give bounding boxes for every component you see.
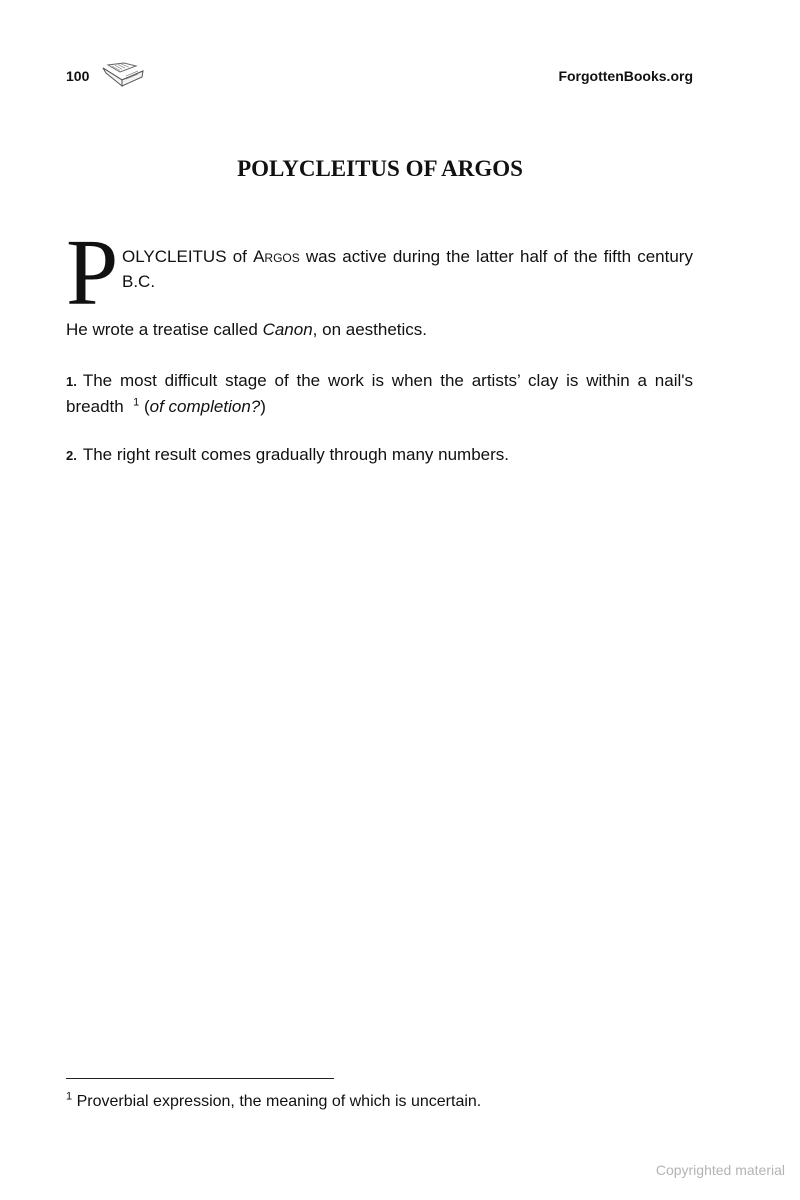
fragment-text: The right result comes gradually through many numbers. — [82, 445, 509, 464]
name-rest: OLYCLEITUS — [122, 247, 227, 266]
treatise-after: , on aesthetics. — [312, 320, 428, 339]
gloss-text: of completion? — [149, 397, 261, 416]
footnote-ref[interactable]: 1 — [133, 396, 140, 409]
treatise-title: Canon — [262, 320, 313, 339]
chapter-title: POLYCLEITUS OF ARGOS — [237, 156, 523, 181]
page-number: 100 — [66, 68, 90, 84]
footnote-divider — [66, 1078, 334, 1079]
footnote-text: Proverbial expression, the meaning of which is uncertain. — [76, 1093, 482, 1110]
fragment-number: 2. — [66, 448, 77, 463]
place-name: Argos — [253, 247, 300, 266]
site-name: ForgottenBooks.org — [558, 68, 693, 84]
of-word: of — [232, 247, 247, 266]
treatise-before: He wrote a treatise called — [66, 320, 258, 339]
fragment-text: The most difficult stage of the work is when the artists’ clay is within a nail's breadth — [66, 371, 693, 416]
opening-paragraph — [122, 244, 693, 294]
footnote-marker: 1 — [66, 1090, 73, 1103]
footnote — [66, 1091, 693, 1113]
fragment-1 — [66, 368, 693, 419]
treatise-paragraph — [66, 317, 693, 342]
opening-text: was active during the latter half of the fifth century B.C. — [122, 247, 693, 291]
open-book-icon — [100, 62, 146, 90]
fragment-number: 1. — [66, 374, 77, 389]
copyright-watermark: Copyrighted material — [655, 1162, 785, 1178]
gloss-open: ( — [143, 397, 150, 416]
gloss-close: ) — [260, 397, 266, 416]
drop-cap: P — [66, 221, 119, 325]
fragment-2 — [66, 442, 693, 468]
